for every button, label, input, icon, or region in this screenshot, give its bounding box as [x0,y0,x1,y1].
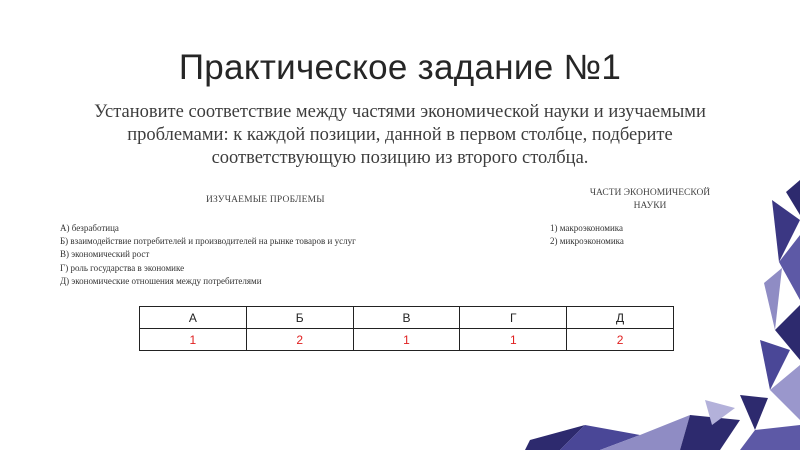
problem-item: В) экономический рост [60,249,150,260]
problems-column-header: ИЗУЧАЕМЫЕ ПРОБЛЕМЫ [206,195,325,205]
parts-header-line-1: ЧАСТИ ЭКОНОМИЧЕСКОЙ [589,188,711,198]
shard [764,268,782,330]
slide-title: Практическое задание №1 [178,48,622,87]
problem-item: Д) экономические отношения между потребителями [60,275,262,286]
parts-header-line-2: НАУКИ [633,201,667,211]
shard [680,415,740,450]
shard-group-right [740,180,800,450]
answer-value-cell: 2 [246,329,353,351]
shard [740,395,768,430]
task-instruction: Установите соответствие между частями экономической науки и изучаемыми проблемами: к каждой позиции, данной в первом столбце, подберите соответствующую позицию из второго столбца. [94,102,706,168]
answer-header-cell: В [353,307,460,329]
answer-value-cell: 1 [353,329,460,351]
problem-item: Б) взаимодействие потребителей и производителей на рынке товаров и услуг [60,236,356,247]
shard [786,180,800,215]
problem-item: Г) роль государства в экономике [60,262,185,273]
answer-value-cell: 2 [567,329,674,351]
answer-header-cell: А [140,307,247,329]
answer-value-cell: 1 [460,329,567,351]
shard [740,425,800,450]
shard-group-bottom [525,400,740,450]
part-item: 2) микроэкономика [550,236,624,247]
problem-item: А) безработица [60,223,119,233]
part-item: 1) макроэкономика [550,223,624,233]
answer-header-cell: Г [460,307,567,329]
answer-header-cell: Б [246,307,353,329]
answer-value-cell: 1 [140,329,247,351]
answer-header-cell: Д [567,307,674,329]
